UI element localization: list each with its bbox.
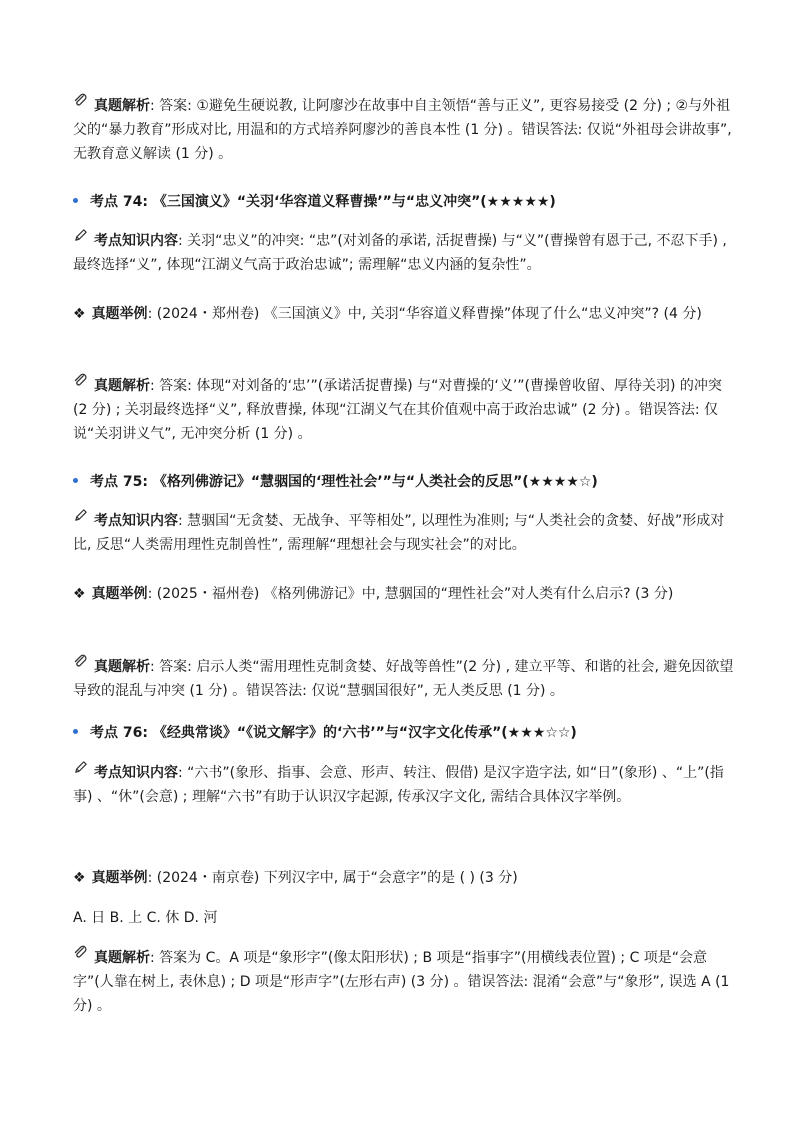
diamond-icon: ❖ <box>73 306 86 322</box>
paperclip-icon <box>73 944 88 968</box>
heading-text: 考点 75: 《格列佛游记》“慧骃国的‘理性社会’”与“人类社会的反思”(★★★★☆) <box>90 474 598 490</box>
example-label: 真题举例 <box>91 586 148 602</box>
example-text: : (2025・福州卷) 《格列佛游记》中, 慧骃国的“理性社会”对人类有什么启示? (3 分) <box>147 586 674 602</box>
knowledge-label: 考点知识内容 <box>94 513 178 529</box>
bullet-dot-icon <box>73 729 78 734</box>
pencil-icon <box>73 227 88 251</box>
analysis-label: 真题解析 <box>94 378 150 394</box>
section-heading-75 <box>73 471 735 493</box>
diamond-icon: ❖ <box>73 586 86 602</box>
example-text: : (2024・南京卷) 下列汉字中, 属于“会意字”的是 ( ) (3 分) <box>147 870 518 886</box>
analysis-label: 真题解析 <box>94 659 150 675</box>
analysis-text: : 答案为 C。A 项是“象形字”(像太阳形状) ; B 项是“指事字”(用横线表位置) ; C 项是“会意字”(人靠在树上, 表休息) ; D 项是“形声字”(左形右声) (3 分) 。错误答法: 混淆“会意”与“象形”, 误选 A (1 分) 。 <box>73 950 730 1014</box>
knowledge-paragraph-75 <box>73 509 735 557</box>
example-paragraph-75 <box>73 582 735 606</box>
options-line-76 <box>73 906 735 930</box>
analysis-text: : 答案: 启示人类“需用理性克制贪婪、好战等兽性”(2 分) , 建立平等、和谐的社会, 避免因欲望导致的混乱与冲突 (1 分) 。错误答法: 仅说“慧骃国很好”, 无人类反思 (1 分) 。 <box>73 659 734 699</box>
knowledge-text: : 关羽“忠义”的冲突: “忠”(对刘备的承诺, 活捉曹操) 与“义”(曹操曾有恩于己, 不忍下手) , 最终选择“义”, 体现“江湖义气高于政治忠诚”; 需理解“忠义内涵的复杂性”。 <box>73 233 727 273</box>
knowledge-paragraph-76 <box>73 761 735 809</box>
example-paragraph-76 <box>73 866 735 890</box>
example-paragraph-74 <box>73 302 735 326</box>
knowledge-label: 考点知识内容 <box>94 233 178 249</box>
analysis-paragraph-76 <box>73 946 735 1018</box>
example-label: 真题举例 <box>91 870 148 886</box>
diamond-icon: ❖ <box>73 870 86 886</box>
analysis-text: : 答案: 体现“对刘备的‘忠’”(承诺活捉曹操) 与“对曹操的‘义’”(曹操曾收留、厚待关羽) 的冲突 (2 分) ; 关羽最终选择“义”, 释放曹操, 体现“江湖义气在其价值观中高于政治忠诚” (2 分) 。错误答法: 仅说“关羽讲义气”, 无冲突分析 (1 分) 。 <box>73 378 722 442</box>
options-text: A. 日 B. 上 C. 休 D. 河 <box>73 910 218 926</box>
section-heading-74 <box>73 191 735 213</box>
example-text: : (2024・郑州卷) 《三国演义》中, 关羽“华容道义释曹操”体现了什么“忠义冲突”? (4 分) <box>147 306 702 322</box>
knowledge-text: : 慧骃国“无贪婪、无战争、平等相处”, 以理性为准则; 与“人类社会的贪婪、好战”形成对比, 反思“人类需用理性克制兽性”, 需理解“理想社会与现实社会”的对比。 <box>73 513 725 553</box>
paperclip-icon <box>73 372 88 396</box>
analysis-label: 真题解析 <box>94 98 150 114</box>
analysis-label: 真题解析 <box>94 950 150 966</box>
paperclip-icon <box>73 653 88 677</box>
paperclip-icon <box>73 92 88 116</box>
bullet-dot-icon <box>73 478 78 483</box>
section-heading-76 <box>73 722 735 744</box>
analysis-paragraph-74 <box>73 374 735 446</box>
knowledge-text: : “六书”(象形、指事、会意、形声、转注、假借) 是汉字造字法, 如“日”(象形) 、“上”(指事) 、“休”(会意) ; 理解“六书”有助于认识汉字起源, 传承汉字文化, 需结合具体汉字举例。 <box>73 765 724 805</box>
heading-text: 考点 76: 《经典常谈》“《说文解字》的‘六书’”与“汉字文化传承”(★★★☆☆) <box>90 725 577 741</box>
pencil-icon <box>73 507 88 531</box>
heading-text: 考点 74: 《三国演义》“关羽‘华容道义释曹操’”与“忠义冲突”(★★★★★) <box>90 194 556 210</box>
analysis-paragraph-75 <box>73 655 735 703</box>
analysis-paragraph <box>73 94 735 166</box>
bullet-dot-icon <box>73 198 78 203</box>
example-label: 真题举例 <box>91 306 148 322</box>
knowledge-label: 考点知识内容 <box>94 765 178 781</box>
pencil-icon <box>73 759 88 783</box>
knowledge-paragraph-74 <box>73 229 735 277</box>
analysis-text: : 答案: ①避免生硬说教, 让阿廖沙在故事中自主领悟“善与正义”, 更容易接受 (2 分) ; ②与外祖父的“暴力教育”形成对比, 用温和的方式培养阿廖沙的善良本性 (1 分) 。错误答法: 仅说“外祖母会讲故事”, 无教育意义解读 (1 分) 。 <box>73 98 732 162</box>
